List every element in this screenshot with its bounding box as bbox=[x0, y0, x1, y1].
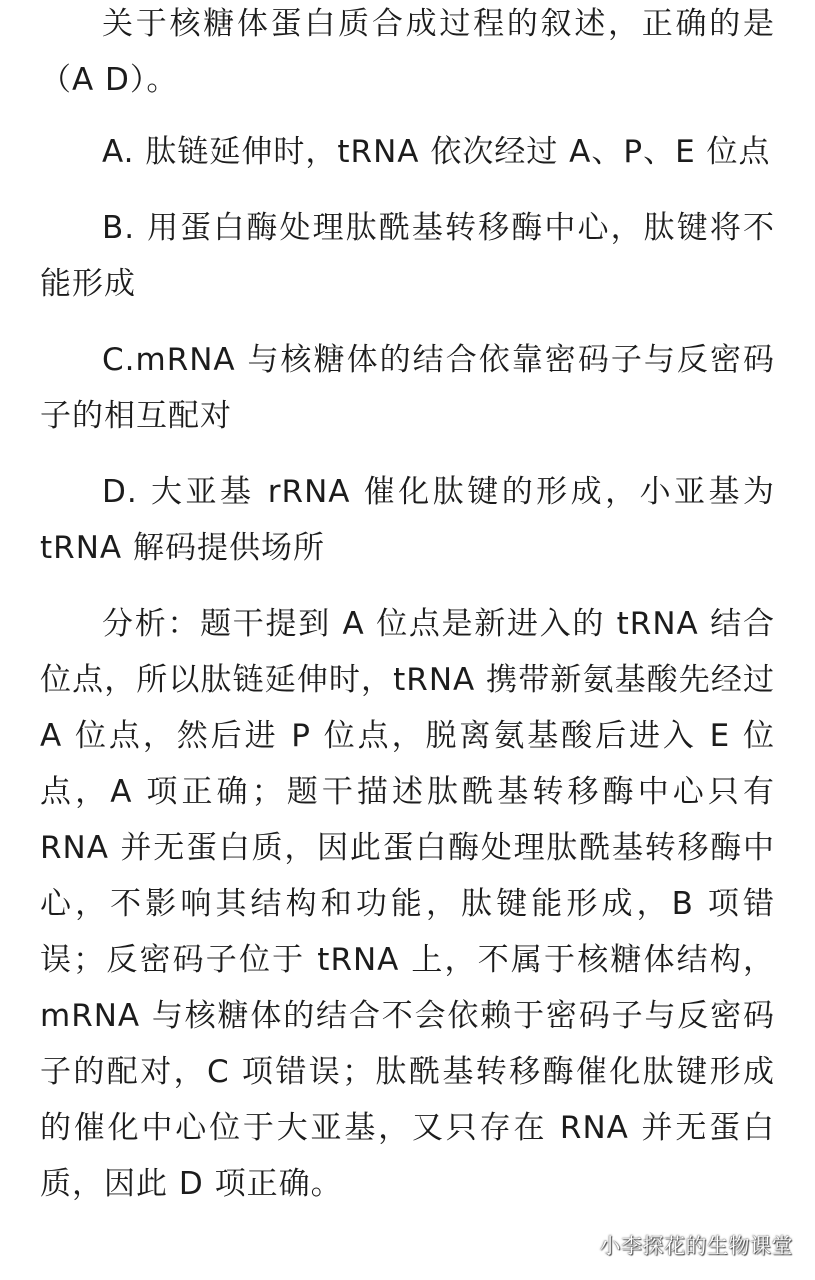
watermark bbox=[560, 1228, 794, 1262]
option-c: C.mRNA 与核糖体的结合依靠密码子与反密码子的相互配对 bbox=[40, 342, 775, 434]
watermark-text: 小李探花的生物课堂 bbox=[599, 1234, 793, 1258]
analysis-paragraph: 分析：题干提到 A 位点是新进入的 tRNA 结合位点，所以肽链延伸时，tRNA 携带新氨基酸先经过 A 位点，然后进 P 位点，脱离氨基酸后进入 E 位点，A 项正确；题干描述肽酰基转移酶中心只有 RNA 并无蛋白质，因此蛋白酶处理肽酰基转移酶中心，不影响其结构和功能，肽键能形成，B 项错误；反密码子位于 tRNA 上，不属于核糖体结构， mRNA 与核糖体的结合不会依赖于密码子与反密码子的配对，C 项错误；肽酰基转移酶催化肽键形成的催化中心位于大亚基，又只存在 RNA 并无蛋白质，因此 D 项正确。 bbox=[40, 606, 775, 1202]
wechat-icon bbox=[560, 1232, 594, 1258]
option-d: D. 大亚基 rRNA 催化肽键的形成，小亚基为 tRNA 解码提供场所 bbox=[40, 474, 775, 566]
document-body bbox=[40, 0, 775, 1280]
option-b: B. 用蛋白酶处理肽酰基转移酶中心，肽键将不能形成 bbox=[40, 210, 775, 302]
option-a: A. 肽链延伸时，tRNA 依次经过 A、P、E 位点 bbox=[102, 134, 771, 170]
question-stem: 关于核糖体蛋白质合成过程的叙述，正确的是（A D）。 bbox=[40, 6, 775, 98]
